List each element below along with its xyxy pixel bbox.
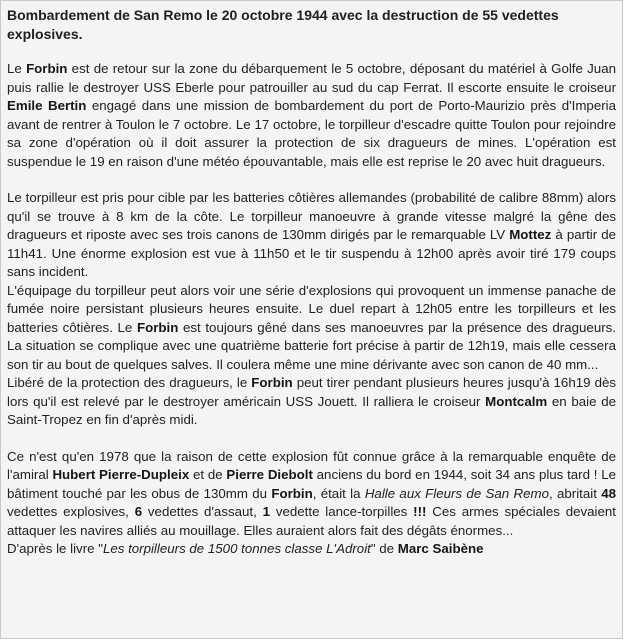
ship-name-forbin: Forbin	[251, 375, 293, 390]
article-title: Bombardement de San Remo le 20 octobre 1944 avec la destruction de 55 vedettes explosives.	[7, 7, 559, 42]
count-explosive-boats: 48	[601, 485, 617, 501]
count-assault-boats: 6	[134, 504, 143, 519]
ship-name-forbin: Forbin	[26, 61, 68, 76]
book-title: Les torpilleurs de 1500 tonnes classe L'Adroit	[102, 541, 371, 556]
count-torpedo-boats: 1	[262, 504, 271, 519]
paragraph-explosions: L'équipage du torpilleur peut alors voir une série d'explosions qui provoquent un immense panache de fumée noire persistant plusieurs heures ensuite. Le duel repart à 12h05 entre les torpilleurs et les batteries côtières. Le Forbin est toujours gêné dans ses manoeuvres par la présence des dragueurs. La situation se complique avec une quatrième batterie fort précise à partir de 12h19, mais elle cessera son tir au bout de quelques salves. Il coulera même une mine dérivante avec son canon de 40 mm...	[7, 282, 616, 372]
ship-name-forbin: Forbin	[136, 319, 179, 335]
ship-name-emile-bertin: Emile Bertin	[7, 98, 87, 113]
ship-name-montcalm: Montcalm	[485, 393, 548, 409]
author-name: Marc Saibène	[397, 541, 484, 556]
paragraph-relieved: Libéré de la protection des dragueurs, le Forbin peut tirer pendant plusieurs heures jusqu'à 16h19 dès lors qu'il est relevé par le destroyer américain USS Jouett. Il ralliera le croiseur Montcalm en baie de Saint-Tropez en fin d'après midi.	[7, 375, 617, 427]
person-name-diebolt: Pierre Diebolt	[226, 467, 313, 482]
location-halle-aux-fleurs: Halle aux Fleurs de San Remo	[364, 485, 549, 501]
paragraph-coastal-batteries: Le torpilleur est pris pour cible par les batteries côtières allemandes (probabilité de calibre 88mm) alors qu'il se trouve à 8 km de la côte. Le torpilleur manoeuvre à grande vitesse malgré la gêne des dragueurs et riposte avec ses trois canons de 130mm dirigés par le remarquable LV Mottez à partir de 11h41. Une énorme explosion est vue à 11h50 et le tir suspendu à 12h00 après avoir tiré 179 coups sans incident.	[7, 190, 616, 279]
officer-name-mottez: Mottez	[509, 227, 552, 242]
person-name-pierre-dupleix: Hubert Pierre-Dupleix	[52, 467, 190, 482]
paragraph-investigation: Ce n'est qu'en 1978 que la raison de cette explosion fût connue grâce à la remarquable enquête de l'amiral Hubert Pierre-Dupleix et de Pierre Diebolt anciens du bord en 1944, soit 34 ans plus tard ! Le bâtiment touché par les obus de 130mm du Forbin, était la Halle aux Fleurs de San Remo, abritait 48 vedettes explosives, 6 vedettes d'assaut, 1 vedette lance-torpilles !!! Ces armes spéciales devaient attaquer les navires alliés au mouillage. Elles auraient alors fait des dégâts énormes...	[7, 448, 617, 538]
paragraph-return-to-landing-zone: Le Forbin est de retour sur la zone du débarquement le 5 octobre, déposant du matériel à Golfe Juan puis rallie le destroyer USS Eberle pour patrouiller au sud du cap Ferrat. Il escorte ensuite le croiseur Emile Bertin engagé dans une mission de bombardement du port de Porto-Maurizio près d'Imperia avant de rentrer à Toulon le 7 octobre. Le 17 octobre, le torpilleur d'escadre quitte Toulon pour rejoindre sa zone d'opération où il doit assurer la protection de six dragueurs de mines. L'opération est suspendue le 19 en raison d'une météo épouvantable, mais elle est reprise le 20 avec huit dragueurs.	[7, 61, 617, 169]
exclamation-emphasis: !!!	[413, 504, 427, 519]
source-citation: D'après le livre "Les torpilleurs de 1500 tonnes classe L'Adroit" de Marc Saibène	[7, 541, 484, 556]
ship-name-forbin: Forbin	[271, 485, 313, 501]
